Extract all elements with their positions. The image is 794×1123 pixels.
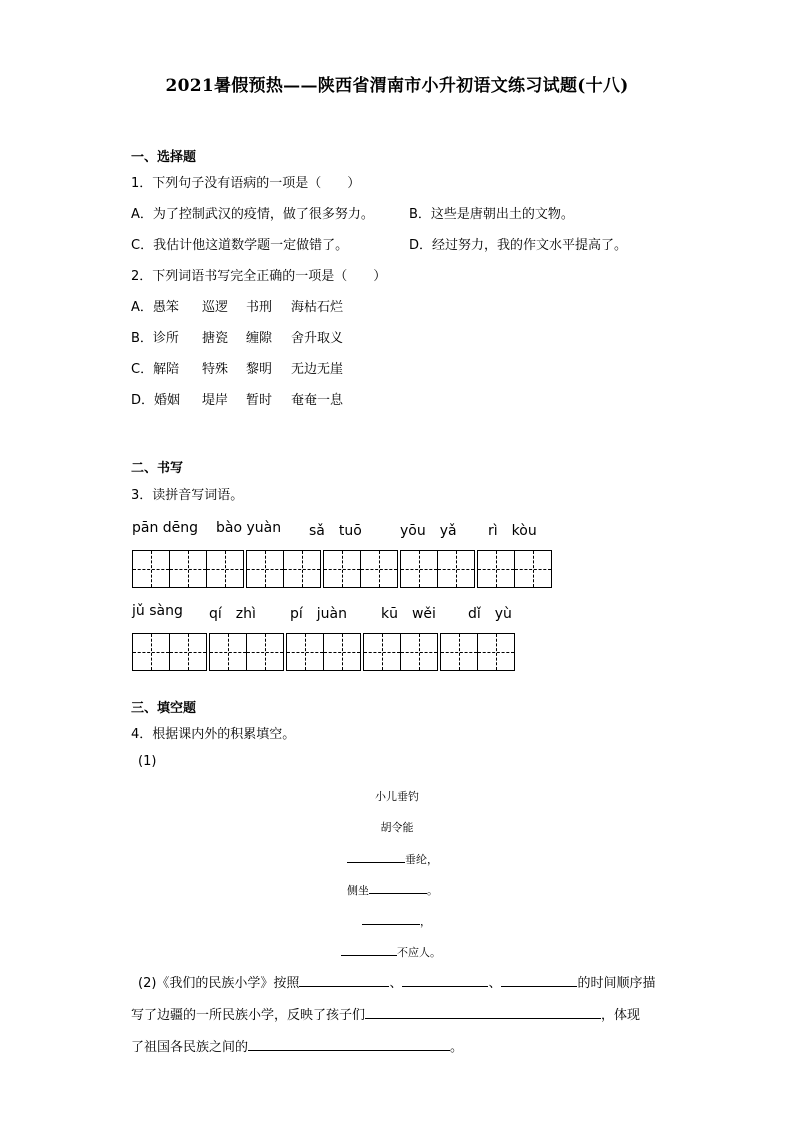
question-1-stem: 1．下列句子没有语病的一项是（ ）	[131, 176, 361, 191]
writing-cell[interactable]	[400, 550, 438, 588]
q4-part2-line2	[131, 1004, 640, 1023]
q2-option-d-word4: 奄奄一息	[291, 393, 344, 408]
pinyin-1: pān dēng	[132, 520, 199, 536]
writing-cell[interactable]	[514, 550, 552, 588]
q4-part2-text-c: 写了边疆的一所民族小学，反映了孩子们	[131, 1008, 366, 1023]
q2-option-c-word2: 特殊	[202, 362, 229, 377]
poem-line-2-suffix: 。	[427, 884, 438, 897]
writing-cell[interactable]	[169, 633, 207, 671]
blank-line[interactable]	[369, 881, 427, 894]
writing-cell[interactable]	[477, 633, 515, 671]
q1-option-a: A．为了控制武汉的疫情，做了很多努力。	[131, 207, 374, 222]
poem-line-2	[347, 881, 438, 898]
q2-option-c-word3: 黎明	[246, 362, 273, 377]
writing-cell[interactable]	[132, 633, 170, 671]
writing-cell[interactable]	[323, 550, 361, 588]
writing-grid-row-2	[132, 633, 514, 671]
q1-option-c: C．我估计他这道数学题一定做错了。	[131, 238, 349, 253]
section-heading-choice: 一、选择题	[131, 150, 197, 165]
poem-line-3-text: ，	[420, 915, 431, 928]
q2-option-a-word2: 巡逻	[202, 300, 229, 315]
question-3-stem: 3．读拼音写词语。	[131, 488, 244, 503]
writing-cell[interactable]	[323, 633, 361, 671]
q2-option-d-word2: 堤岸	[202, 393, 229, 408]
separator: 、	[389, 976, 403, 991]
writing-cell[interactable]	[246, 550, 284, 588]
writing-cell[interactable]	[360, 550, 398, 588]
q2-option-d-word1: D．婚姻	[131, 393, 181, 408]
blank-line[interactable]	[347, 850, 405, 863]
q2-option-b-word4: 舍升取义	[291, 331, 344, 346]
writing-cell[interactable]	[477, 550, 515, 588]
separator: 、	[488, 976, 502, 991]
section-heading-fill: 三、填空题	[131, 701, 197, 716]
blank-line[interactable]	[299, 974, 389, 987]
q4-part1-label: (1)	[138, 754, 157, 769]
writing-cell[interactable]	[246, 633, 284, 671]
pinyin-9: kū wěi	[381, 606, 436, 622]
q1-option-b: B．这些是唐朝出土的文物。	[409, 207, 574, 222]
blank-line[interactable]	[362, 912, 420, 925]
blank-line[interactable]	[402, 974, 488, 987]
q2-option-a-word4: 海枯石烂	[291, 300, 344, 315]
poem-line-2-prefix: 侧坐	[347, 884, 369, 897]
writing-cell[interactable]	[440, 633, 478, 671]
question-4-stem: 4．根据课内外的积累填空。	[131, 727, 296, 742]
q2-option-c-word1: C．解陪	[131, 362, 180, 377]
poem-line-4	[341, 943, 441, 960]
poem-line-3	[362, 912, 431, 929]
pinyin-7: qí zhì	[209, 606, 256, 622]
pinyin-6: jǔ sàng	[132, 603, 183, 619]
q1-option-d: D．经过努力，我的作文水平提高了。	[409, 238, 628, 253]
pinyin-3: sǎ tuō	[309, 523, 362, 539]
blank-line[interactable]	[248, 1038, 450, 1051]
q4-part2-text-b: 的时间顺序描	[577, 976, 656, 991]
q2-option-a-word3: 书刑	[246, 300, 273, 315]
writing-cell[interactable]	[283, 550, 321, 588]
poem-line-4-text: 不应人。	[397, 946, 441, 959]
writing-cell[interactable]	[209, 633, 247, 671]
writing-cell[interactable]	[437, 550, 475, 588]
poem-line-1-text: 垂纶，	[405, 853, 438, 866]
writing-cell[interactable]	[206, 550, 244, 588]
pinyin-5: rì kòu	[488, 523, 537, 539]
q2-option-c-word4: 无边无崖	[291, 362, 344, 377]
pinyin-8: pí juàn	[290, 606, 347, 622]
writing-grid-row-1	[132, 550, 551, 588]
q2-option-b-word2: 搪瓷	[202, 331, 229, 346]
writing-cell[interactable]	[363, 633, 401, 671]
q4-part2-text-e: 了祖国各民族之间的	[131, 1040, 249, 1055]
q4-part2-text-f: 。	[450, 1040, 464, 1055]
writing-cell[interactable]	[169, 550, 207, 588]
poem-title: 小儿垂钓	[375, 790, 419, 803]
blank-line[interactable]	[365, 1006, 601, 1019]
blank-line[interactable]	[501, 974, 577, 987]
pinyin-4: yōu yǎ	[400, 523, 457, 539]
poem-author: 胡令能	[380, 821, 414, 834]
poem-line-1	[347, 850, 438, 867]
q2-option-a-word1: A．愚笨	[131, 300, 179, 315]
q4-part2-label: (2)	[138, 976, 157, 991]
writing-cell[interactable]	[400, 633, 438, 671]
blank-line[interactable]	[341, 943, 397, 956]
writing-cell[interactable]	[132, 550, 170, 588]
q2-option-b-word3: 缠隙	[246, 331, 273, 346]
q4-part2-line3	[131, 1036, 463, 1055]
q4-part2-text-a: 《我们的民族小学》按照	[156, 976, 300, 991]
question-2-stem: 2．下列词语书写完全正确的一项是（ ）	[131, 269, 387, 284]
q2-option-b-word1: B．诊所	[131, 331, 179, 346]
page-title: 2021暑假预热——陕西省渭南市小升初语文练习试题(十八)	[165, 76, 629, 96]
writing-cell[interactable]	[286, 633, 324, 671]
pinyin-2: bào yuàn	[216, 520, 282, 536]
section-heading-writing: 二、书写	[131, 461, 184, 476]
q4-part2-line1	[138, 972, 655, 991]
pinyin-10: dǐ yù	[468, 606, 512, 622]
q4-part2-text-d: ，体现	[601, 1008, 641, 1023]
q2-option-d-word3: 暂时	[246, 393, 273, 408]
